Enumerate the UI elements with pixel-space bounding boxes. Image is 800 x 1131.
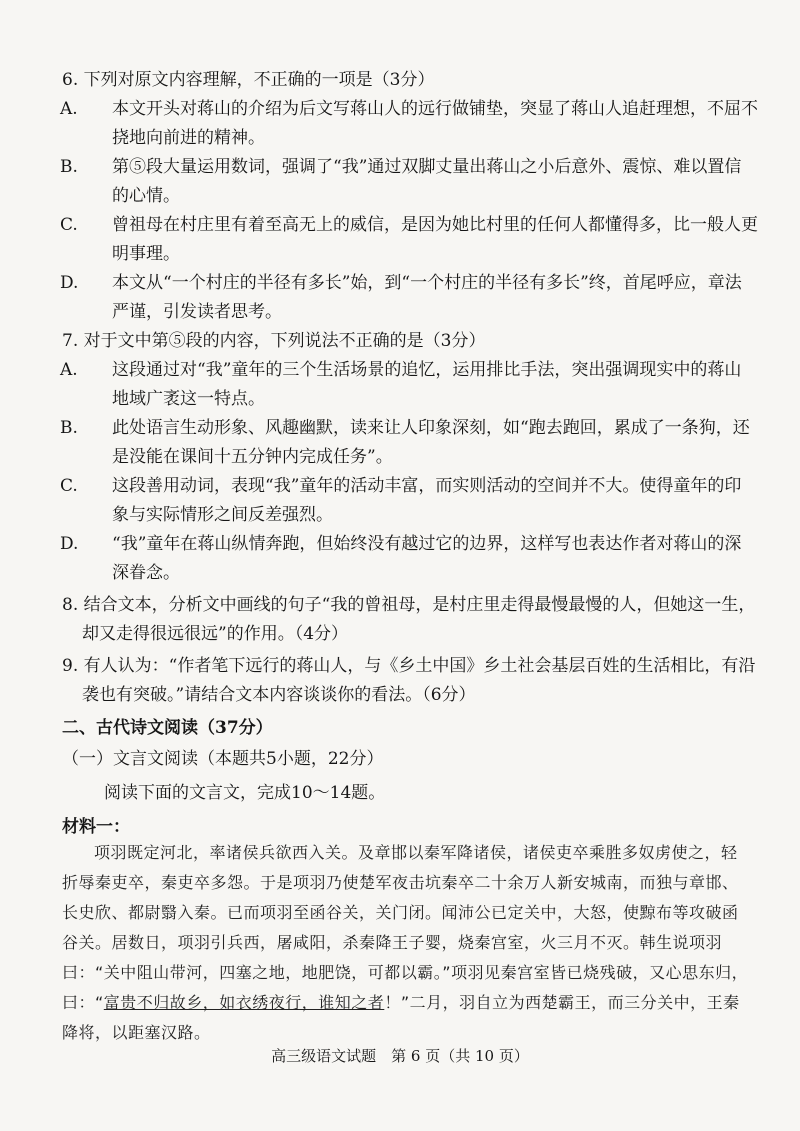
reading-instruction: 阅读下面的文言文，完成10～14题。 [104, 783, 386, 803]
option-label: B. [60, 157, 78, 177]
passage-text-b: ！”二月，羽自立为西楚霸王，而三分关中，王秦降将，以距塞汉路。 [62, 993, 740, 1042]
option-text: “我”童年在蒋山纵情奔跑，但始终没有越过它的边界，这样写也表达作者对蒋山的深深眷念。 [112, 534, 742, 583]
q6-option-b [60, 153, 758, 211]
q7-option-a [60, 356, 758, 414]
option-label: C. [60, 476, 78, 496]
option-label: D. [60, 273, 79, 293]
q6-option-d [60, 269, 758, 327]
page-footer: 高三级语文试题 第 6 页（共 10 页） [271, 1047, 529, 1065]
question-9: 9. 有人认为：“作者笔下远行的蒋山人，与《乡土中国》乡土社会基层百姓的生活相比，有沿袭也有突破。”请结合文本内容谈谈你的看法。（6分） [62, 656, 756, 705]
option-label: A. [60, 99, 78, 119]
q7-option-c [60, 472, 758, 530]
option-text: 本文开头对蒋山的介绍为后文写蒋山人的远行做铺垫，突显了蒋山人追赶理想，不屈不挠地向前进的精神。 [112, 99, 758, 148]
question-8: 8. 结合文本，分析文中画线的句子“我的曾祖母，是村庄里走得最慢最慢的人，但她这一生，却又走得很远很远”的作用。（4分） [62, 595, 756, 644]
section-title: 二、古代诗文阅读（37分） [62, 718, 273, 738]
option-label: C. [60, 215, 78, 235]
question-7-stem: 7. 对于文中第⑤段的内容，下列说法不正确的是（3分） [62, 331, 486, 351]
question-6-stem: 6. 下列对原文内容理解，不正确的一项是（3分） [62, 70, 435, 90]
option-label: A. [60, 360, 78, 380]
option-label: D. [60, 534, 79, 554]
option-text: 此处语言生动形象、风趣幽默，读来让人印象深刻，如“跑去跑回，累成了一条狗，还是没能在课间十五分钟内完成任务”。 [112, 418, 750, 467]
classical-passage [62, 838, 752, 1048]
option-text: 第⑤段大量运用数词，强调了“我”通过双脚丈量出蒋山之小后意外、震惊、难以置信的心情。 [112, 157, 742, 206]
subsection-title: （一）文言文阅读（本题共5小题，22分） [62, 749, 384, 769]
q7-option-d [60, 530, 758, 588]
option-text: 这段通过对“我”童年的三个生活场景的追忆，运用排比手法，突出强调现实中的蒋山地域广袤这一特点。 [112, 360, 742, 409]
option-text: 曾祖母在村庄里有着至高无上的威信，是因为她比村里的任何人都懂得多，比一般人更明事理。 [112, 215, 758, 264]
q6-option-c [60, 211, 758, 269]
q7-option-b [60, 414, 758, 472]
option-label: B. [60, 418, 78, 438]
material-label: 材料一： [62, 817, 130, 837]
option-text: 这段善用动词，表现“我”童年的活动丰富，而实则活动的空间并不大。使得童年的印象与实际情形之间反差强烈。 [112, 476, 742, 525]
underlined-sentence: 富贵不归故乡，如衣绣夜行，谁知之者 [103, 993, 385, 1012]
option-text: 本文从“一个村庄的半径有多长”始，到“一个村庄的半径有多长”终，首尾呼应，章法严谨，引发读者思考。 [112, 273, 742, 322]
q6-option-a [60, 95, 758, 153]
passage-text-a: 项羽既定河北，率诸侯兵欲西入关。及章邯以秦军降诸侯，诸侯吏卒乘胜多奴虏使之，轻折辱秦吏卒，秦吏卒多怨。于是项羽乃使楚军夜击坑秦卒二十余万人新安城南，而独与章邯、长史欣、都尉翳入秦。已而项羽至函谷关，关门闭。闻沛公已定关中，大怒，使黥布等攻破函谷关。居数日，项羽引兵西，屠咸阳，杀秦降王子婴，烧秦宫室，火三月不灭。韩生说项羽曰：“关中阻山带河，四塞之地，地肥饶，可都以霸。”项羽见秦宫室皆已烧残破，又心思东归，曰：“ [62, 843, 749, 1012]
